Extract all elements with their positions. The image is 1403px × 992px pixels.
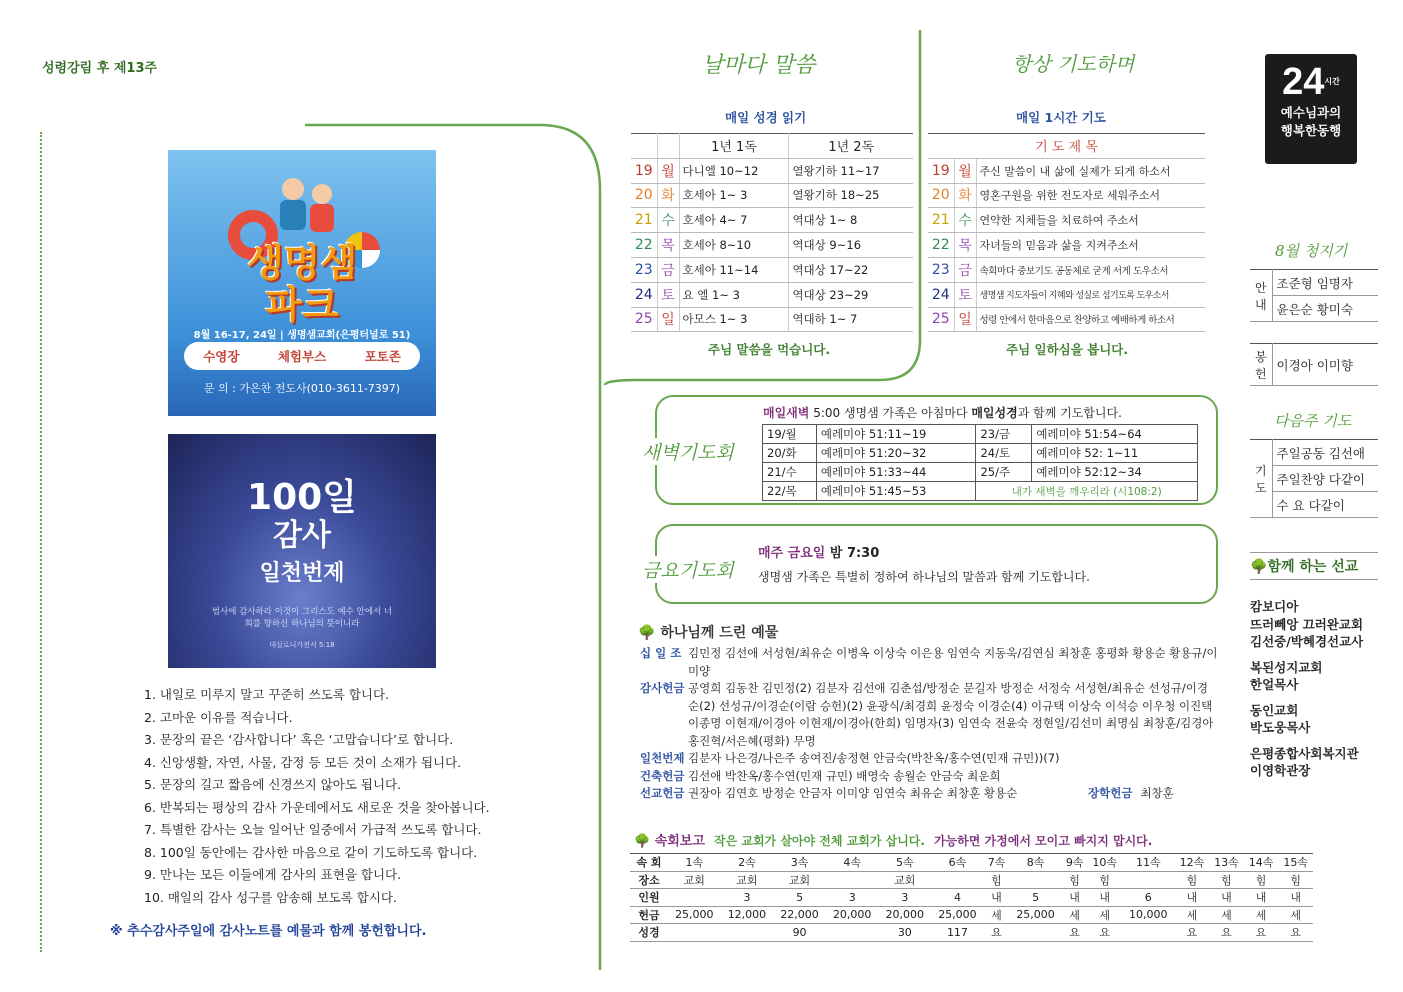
bible-row: 19 월 다니엘 10~12 열왕기하 11~17 (631, 158, 913, 183)
bible-row: 22 목 호세아 8~10 역대상 9~16 (631, 233, 913, 258)
always-pray-heading: 항상 기도하며 (1012, 52, 1135, 76)
week-title: 성령강림 후 제13주 (42, 61, 158, 76)
cell-value: 12,000 (721, 906, 774, 924)
cell-header: 5속 (879, 854, 932, 872)
cell-header: 14속 (1244, 854, 1279, 872)
cleaning-heading: 8월 청지기 (1275, 242, 1348, 260)
cell-value: 헌금 (630, 906, 668, 924)
cell-value: 117 (931, 924, 984, 942)
cell-value: 90 (773, 924, 826, 942)
always-pray-sub: 매일 1시간 기도 (1016, 110, 1106, 125)
dawn-row: 19/월 예레미야 51:11~19 23/금 예레미야 51:54~64 (763, 425, 1198, 444)
guide-item: 4. 신앙생활, 자연, 사물, 감정 등 모든 것이 소재가 됩니다. (144, 754, 462, 770)
prayer-row: 24 토 생명샘 지도자들이 지혜와 성실로 섬기도록 도우소서 (928, 282, 1205, 307)
cell-value: 힘 (1062, 871, 1088, 889)
cell-value: 요 (984, 924, 1010, 942)
cell-value (1009, 924, 1062, 942)
bible-row: 25 일 아모스 1~ 3 역대하 1~ 7 (631, 307, 913, 332)
cell-value: 요 (1209, 924, 1244, 942)
mission-item: 한얼목사 (1250, 677, 1299, 692)
cell-value: 교회 (773, 871, 826, 889)
cell-header: 9속 (1062, 854, 1088, 872)
bible-row: 20 화 호세아 1~ 3 열왕기하 18~25 (631, 183, 913, 208)
poster-100-days-thanks (168, 434, 436, 668)
kids-figures-icon (278, 178, 338, 238)
cell-value: 6 (1122, 889, 1175, 907)
offering-row: 건축헌금 김선애 박찬옥/홍수연(민재 규민) 배영숙 송월순 안금숙 최운희 (640, 768, 1001, 783)
cell-value: 내 (1209, 889, 1244, 907)
bible-row: 24 토 요 엘 1~ 3 역대상 23~29 (631, 282, 913, 307)
offering-row: 일천번제 김분자 나은경/나은주 송여진/송정현 안금숙(박찬옥/홍수연(민재 규민))(7) (640, 751, 1060, 765)
guide-item: 1. 내일로 미루지 말고 꾸준히 쓰도록 합니다. (144, 687, 390, 702)
cell-report-table (630, 853, 1313, 942)
thanks-verse-ref: 데살로니가전서 5:18 (269, 641, 335, 649)
dawn-verse: 내가 새벽을 깨우리라 (시108:2) (976, 482, 1198, 501)
park-date-place: 8월 16-17, 24일 | 생명샘교회(은평터널로 51) (193, 330, 411, 341)
cell-value: 내 (1175, 889, 1210, 907)
cell-value: 요 (1062, 924, 1088, 942)
cell-value: 내 (1244, 889, 1279, 907)
dawn-row: 22/목 예레미야 51:45~53 내가 새벽을 깨우리라 (시108:2) (763, 482, 1198, 501)
cell-value: 25,000 (1009, 906, 1062, 924)
park-contact: 문 의 : 가은찬 전도사(010-3611-7397) (203, 382, 401, 395)
park-tag: 체험부스 (277, 349, 327, 364)
cell-value (931, 871, 984, 889)
guide-item: 3. 문장의 끝은 ‘감사합니다’ 혹은 ‘고맙습니다’로 합니다. (144, 732, 454, 747)
cell-value: 세 (1209, 906, 1244, 924)
cell-value: 세 (984, 906, 1010, 924)
cell-value: 힘 (984, 871, 1010, 889)
cell-value (721, 924, 774, 942)
cell-value: 세 (1087, 906, 1122, 924)
cell-value: 3 (826, 889, 879, 907)
mission-item: 동인교회 (1250, 702, 1299, 718)
offering-row: 선교헌금 권장아 김연호 방정순 안금자 이미양 임연숙 최유순 최창훈 황용순 장학헌금 최창훈 (640, 786, 1174, 800)
cell-header: 4속 (826, 854, 879, 872)
dawn-reading-table (762, 424, 1198, 501)
cell-value: 힘 (1244, 871, 1279, 889)
guide-item: 5. 문장의 길고 짧음에 신경쓰지 않아도 됩니다. (144, 777, 402, 792)
cell-value (1122, 871, 1175, 889)
cell-value: 세 (1062, 906, 1088, 924)
cell-value: 내 (1087, 889, 1122, 907)
cell-header-row (630, 854, 1313, 872)
guide-item: 7. 특별한 감사는 오늘 일어난 일중에서 가급적 쓰도록 합니다. (144, 822, 482, 837)
thanks-guide-list (144, 684, 524, 909)
dawn-row: 21/수 예레미야 51:33~44 25/주 예레미야 52:12~34 (763, 463, 1198, 482)
friday-label: 금요기도회 (640, 556, 736, 583)
park-title-1: 생명샘 (246, 241, 358, 285)
cell-value: 힘 (1175, 871, 1210, 889)
guide-item: 8. 100일 동안에는 감사한 마음으로 같이 기도하도록 합니다. (144, 844, 478, 860)
dawn-label: 새벽기도회 (640, 438, 736, 465)
cell-value: 5 (773, 889, 826, 907)
mission-item: 뜨러뻬앙 끄러완교회 (1250, 616, 1364, 632)
prayer-row: 20 화 영혼구원을 위한 전도자로 세워주소서 (928, 183, 1205, 208)
offering-list (640, 645, 1218, 803)
park-tag: 수영장 (203, 349, 240, 364)
cleaning-table: 안내 조준형 임명자 윤은순 황미숙 (1250, 269, 1378, 322)
prayer-topic-header: 기 도 제 목 (928, 134, 1205, 159)
mission-item: 김선중/박혜경선교사 (1250, 634, 1364, 649)
thanks-title-3: 일천번제 (259, 561, 345, 586)
friday-desc: 생명샘 가족은 특별히 정하여 하나님의 말씀과 함께 기도합니다. (758, 570, 1090, 584)
cell-value: 힘 (1087, 871, 1122, 889)
cell-value: 내 (984, 889, 1010, 907)
col-one-year-once: 1년 1독 (679, 134, 789, 159)
cell-value: 요 (1244, 924, 1279, 942)
cell-value: 3 (721, 889, 774, 907)
guide-note: ※ 추수감사주일에 감사노트를 예물과 함께 봉헌합니다. (110, 924, 427, 939)
cell-value: 교회 (721, 871, 774, 889)
cell-value: 25,000 (668, 906, 721, 924)
prayer-topic-table (928, 133, 1205, 332)
guide-item: 2. 고마운 이유를 적습니다. (144, 709, 293, 725)
cell-value (826, 871, 879, 889)
cell-value: 25,000 (931, 906, 984, 924)
offering-title: 🌳 하나님께 드린 예물 (638, 625, 779, 641)
park-title-2: 파크 (265, 283, 339, 327)
park-tags (184, 342, 420, 370)
cell-value: 요 (1278, 924, 1313, 942)
cell-value: 5 (1009, 889, 1062, 907)
always-pray-foot: 주님 일하심을 봅니다. (1006, 342, 1129, 357)
cell-value: 내 (1062, 889, 1088, 907)
cell-value (1009, 871, 1062, 889)
cell-value: 요 (1087, 924, 1122, 942)
daily-word-sub: 매일 성경 읽기 (725, 110, 807, 125)
cell-value: 힘 (1278, 871, 1313, 889)
daily-word-heading: 날마다 말씀 (702, 53, 816, 78)
cell-value: 4 (931, 889, 984, 907)
cell-value: 세 (1278, 906, 1313, 924)
friday-box (655, 524, 1218, 604)
thanks-title-1: 100일 (247, 477, 357, 518)
thanks-verse: 범사에 감사하라 이것이 그리스도 예수 안에서 너희를 향하신 하나님의 뜻이니라 (211, 607, 393, 629)
dawn-row: 20/화 예레미야 51:20~32 24/토 예레미야 52: 1~11 (763, 444, 1198, 463)
cell-header: 10속 (1087, 854, 1122, 872)
cell-report-title: 🌳 속회보고 작은 교회가 살아야 전체 교회가 삽니다. 가능하면 가정에서 모이고 빠지지 맙시다. (634, 834, 1153, 849)
cell-value: 3 (879, 889, 932, 907)
cell-row (630, 889, 1313, 907)
cell-row (630, 906, 1313, 924)
cell-header: 1속 (668, 854, 721, 872)
cell-value: 내 (1278, 889, 1313, 907)
next-week-table: 기도 주일공동 김선애 주일찬양 다같이 수 요 다같이 (1250, 439, 1378, 518)
cell-value (1122, 924, 1175, 942)
cell-value (826, 924, 879, 942)
prayer-row: 23 금 속회마다 중보기도 공동체로 굳게 서게 도우소서 (928, 257, 1205, 282)
cell-value: 세 (1175, 906, 1210, 924)
logo-24-hours: $24^{시간}$ 예수님과의 행복한동행 (1265, 54, 1357, 164)
cell-value: 30 (879, 924, 932, 942)
cell-value: 세 (1244, 906, 1279, 924)
tree-icon: 🌳 (638, 625, 656, 641)
bible-row: 21 수 호세아 4~ 7 역대상 1~ 8 (631, 208, 913, 233)
cell-value (668, 889, 721, 907)
cell-header: 15속 (1278, 854, 1313, 872)
mission-item: 복된성지교회 (1250, 659, 1323, 675)
park-tag: 포토존 (364, 349, 401, 364)
cell-row (630, 871, 1313, 889)
bible-row: 23 금 호세아 11~14 역대상 17~22 (631, 257, 913, 282)
cell-header: 2속 (721, 854, 774, 872)
guide-item: 10. 매일의 감사 성구를 암송해 보도록 합시다. (144, 889, 397, 905)
cell-value: 힘 (1209, 871, 1244, 889)
guide-item: 6. 반복되는 평상의 감사 가운데에서도 새로운 것을 찾아봅니다. (144, 799, 490, 815)
cell-row (630, 924, 1313, 942)
cell-header: 6속 (931, 854, 984, 872)
cell-value: 교회 (668, 871, 721, 889)
mission-heading: 🌳함께 하는 선교 (1250, 552, 1378, 580)
mission-item: 박도웅목사 (1250, 720, 1311, 735)
thanks-title-2: 감사 (273, 518, 331, 553)
offering-row: 감사헌금 공영희 김동찬 김민정(2) 김분자 김선애 김춘섭/방정순 문길자 방정순 서정숙 서성현/최유순 선성규/이경순(2) 선성규/이경순(이람 승헌)(2) 윤광식/최경희 윤정숙 이경순(4) 이규택 이상숙 이석승 이우청 이진택 이종명 이현재/이경아 이현재/이경아(한희) 임명자(3) 임연숙 전윤숙 정현일/김선미 최명심 최창훈/김경아 홍진혁/서은혜(평화) 무명 (640, 681, 1214, 748)
mission-item: 은평종합사회복지관 (1250, 745, 1359, 761)
offering-row: 십 일 조 김민정 김선애 서성현/최유순 이병옥 이상숙 이은용 임연숙 지동욱/김연심 최창훈 홍평화 황용순 황용규/이미양 (640, 646, 1218, 678)
next-week-heading: 다음주 기도 (1274, 412, 1352, 430)
bible-reading-table (631, 133, 913, 332)
prayer-row: 22 목 자녀들의 믿음과 삶을 지켜주소서 (928, 233, 1205, 258)
cell-value: 인원 (630, 889, 668, 907)
cell-value: 20,000 (826, 906, 879, 924)
mission-list (1250, 598, 1385, 780)
prayer-row: 19 월 주신 말씀이 내 삶에 실제가 되게 하소서 (928, 158, 1205, 183)
guide-item: 9. 만나는 모든 이들에게 감사의 표현을 합니다. (144, 867, 402, 882)
mission-item: 이영학관장 (1250, 763, 1311, 778)
col-one-year-twice: 1년 2독 (789, 134, 913, 159)
cell-header: 속 회 (630, 854, 668, 872)
prayer-row: 21 수 연약한 지체들을 치료하여 주소서 (928, 208, 1205, 233)
prayer-row: 25 일 성령 안에서 한마음으로 찬양하고 예배하게 하소서 (928, 307, 1205, 332)
cell-header: 11속 (1122, 854, 1175, 872)
cell-value: 교회 (879, 871, 932, 889)
daily-word-foot: 주님 말씀을 먹습니다. (708, 342, 831, 357)
friday-time: 매주 금요일 밤 7:30 (758, 546, 880, 561)
mission-item: 캄보디아 (1250, 599, 1299, 614)
tree-icon: 🌳 (1250, 559, 1268, 575)
cell-header: 12속 (1175, 854, 1210, 872)
cell-value: 성경 (630, 924, 668, 942)
cell-value: 요 (1175, 924, 1210, 942)
cell-header: 7속 (984, 854, 1010, 872)
cell-value: 10,000 (1122, 906, 1175, 924)
cell-value: 장소 (630, 871, 668, 889)
cell-header: 8속 (1009, 854, 1062, 872)
cell-value: 20,000 (879, 906, 932, 924)
cell-header: 3속 (773, 854, 826, 872)
tree-icon: 🌳 (634, 834, 651, 849)
offertory-table: 봉헌 이경아 이미향 (1250, 343, 1378, 386)
dawn-intro: 매일새벽 5:00 생명샘 가족은 아침마다 매일성경과 함께 기도합니다. (763, 406, 1122, 420)
cell-value (668, 924, 721, 942)
cell-value: 22,000 (773, 906, 826, 924)
poster-summer-park (168, 150, 436, 416)
cell-header: 13속 (1209, 854, 1244, 872)
